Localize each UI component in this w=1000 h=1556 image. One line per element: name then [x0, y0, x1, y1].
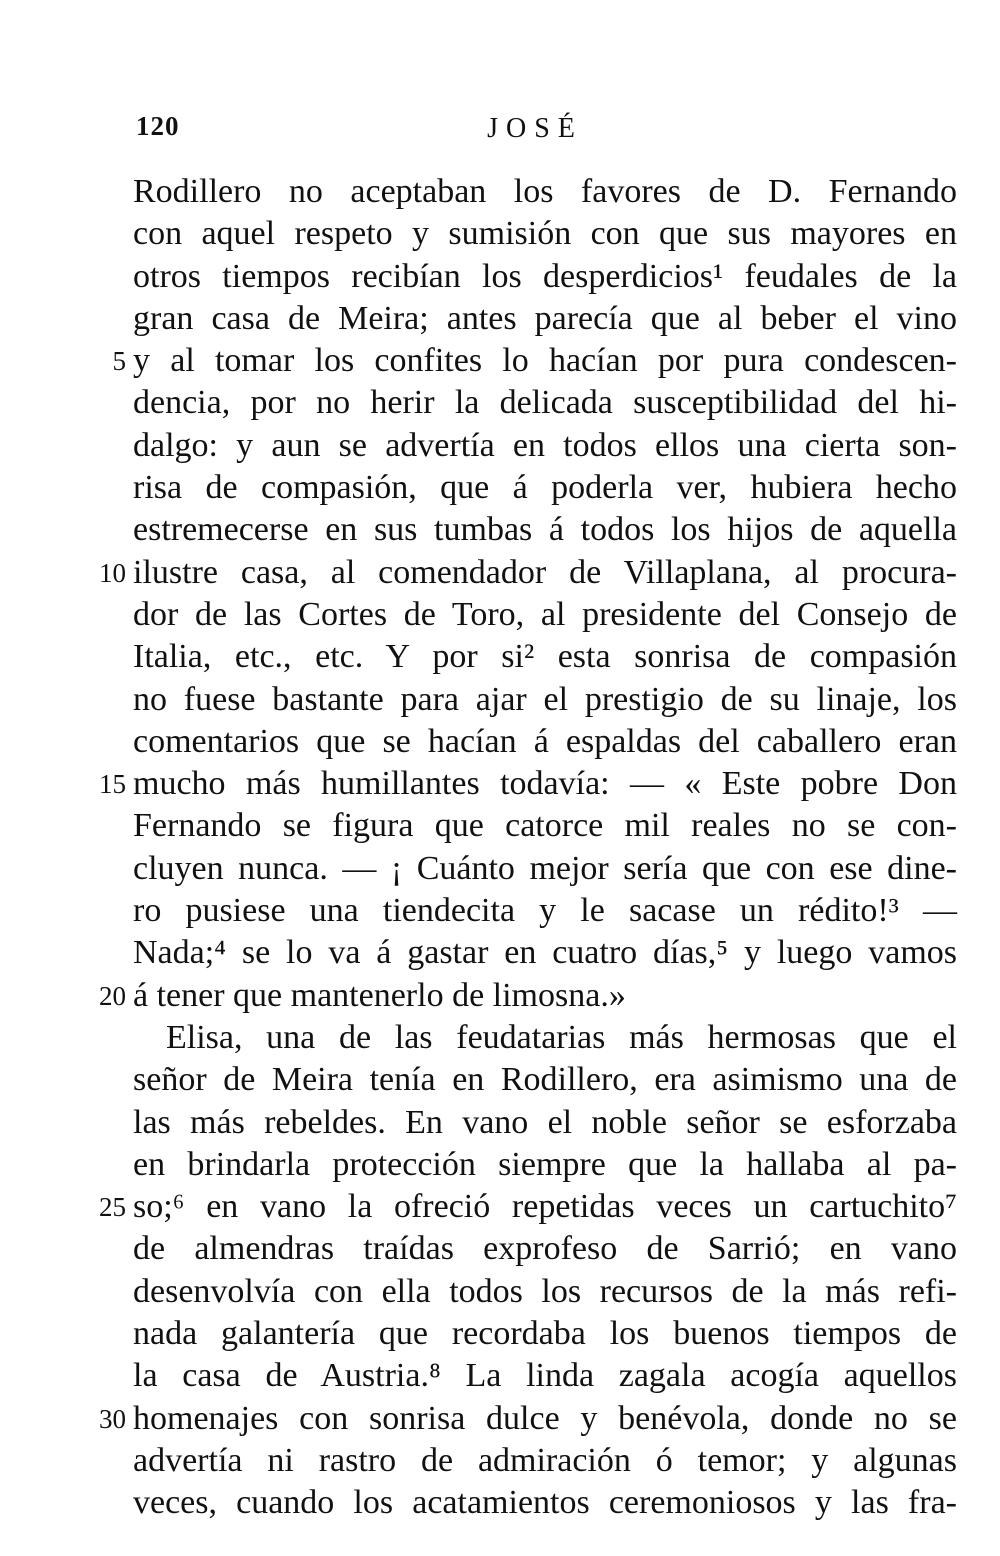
- text-line: [133, 1355, 957, 1397]
- line-text: á tener que mantenerlo de limosna.»: [133, 976, 626, 1014]
- page-number: 120: [136, 111, 180, 141]
- text-line: [133, 1228, 957, 1270]
- line-text: Italia, etc., etc. Y por si² esta sonrisa de compasión: [133, 638, 957, 676]
- line-text: señor de Meira tenía en Rodillero, era asimismo una de: [133, 1061, 957, 1099]
- text-line: [133, 1144, 957, 1186]
- line-text: advertía ni rastro de admiración ó temor; y algunas: [133, 1441, 957, 1479]
- line-text: mucho más humillantes todavía: — « Este pobre Don: [133, 765, 957, 803]
- line-text: Elisa, una de las feudatarias más hermosas que el: [166, 1018, 957, 1056]
- line-text: dor de las Cortes de Toro, al presidente del Consejo de: [133, 595, 957, 633]
- text-line: [133, 213, 957, 255]
- line-number: 5: [112, 346, 126, 377]
- line-text: ilustre casa, al comendador de Villaplana, al procura-: [133, 553, 957, 591]
- line-text: ro pusiese una tiendecita y le sacase un rédito!³ —: [133, 892, 957, 930]
- text-line: [99, 1398, 957, 1440]
- line-text: estremecerse en sus tumbas á todos los hijos de aquella: [133, 511, 957, 549]
- line-text: Nada;⁴ se lo va á gastar en cuatro días,⁵ y luego vamos: [133, 934, 957, 972]
- text-line: [133, 848, 957, 890]
- text-line: [133, 382, 957, 424]
- text-line: [133, 932, 957, 974]
- line-text: Rodillero no aceptaban los favores de D. Fernando: [133, 173, 957, 210]
- text-line: [133, 1102, 957, 1144]
- text-line: [133, 509, 957, 551]
- line-text: homenajes con sonrisa dulce y benévola, donde no se: [133, 1399, 957, 1437]
- text-line: [99, 763, 957, 805]
- text-line: [133, 636, 957, 678]
- line-text: en brindarla protección siempre que la hallaba al pa-: [133, 1145, 957, 1183]
- line-text: comentarios que se hacían á espaldas del caballero eran: [133, 722, 957, 760]
- line-number: 10: [99, 557, 126, 588]
- line-text: las más rebeldes. En vano el noble señor se esforzaba: [133, 1103, 957, 1141]
- line-text: so;⁶ en vano la ofreció repetidas veces un cartuchito⁷: [133, 1188, 957, 1226]
- line-text: dencia, por no herir la delicada susceptibilidad del hi-: [133, 384, 957, 422]
- text-line: [133, 1059, 957, 1101]
- text-line: [133, 1271, 957, 1313]
- text-line: [112, 340, 957, 382]
- text-line: [133, 1313, 957, 1355]
- line-text: nada galantería que recordaba los buenos tiempos de: [133, 1315, 957, 1353]
- text-line: [133, 1440, 957, 1482]
- text-line: [133, 594, 957, 636]
- line-text: Fernando se figura que catorce mil reales no se con-: [133, 807, 957, 845]
- text-line: [133, 1017, 957, 1059]
- line-text: dalgo: y aun se advertía en todos ellos una cierta son-: [133, 426, 957, 464]
- line-text: risa de compasión, que á poderla ver, hubiera hecho: [133, 469, 957, 507]
- text-line: [133, 467, 957, 509]
- line-number: 20: [99, 980, 126, 1011]
- line-text: otros tiempos recibían los desperdicios¹ feudales de la: [133, 257, 957, 295]
- text-line: [99, 975, 957, 1017]
- line-text: veces, cuando los acatamientos ceremoniosos y las fra-: [133, 1484, 957, 1522]
- text-line: [133, 805, 957, 847]
- text-line: [133, 721, 957, 763]
- text-line: [133, 425, 957, 467]
- line-text: la casa de Austria.⁸ La linda zagala acogía aquellos: [133, 1357, 957, 1395]
- text-line: [133, 171, 957, 213]
- line-text: de almendras traídas exprofeso de Sarrió; en vano: [133, 1230, 957, 1268]
- running-head: JOSÉ: [487, 113, 583, 144]
- line-number: 30: [99, 1403, 126, 1434]
- line-text: desenvolvía con ella todos los recursos de la más refi-: [133, 1272, 957, 1310]
- line-text: y al tomar los confites lo hacían por pura condescen-: [133, 342, 957, 380]
- body-text: [99, 171, 957, 1525]
- line-number: 25: [99, 1192, 126, 1223]
- line-text: gran casa de Meira; antes parecía que al beber el vino: [133, 299, 957, 337]
- text-line: [99, 552, 957, 594]
- line-text: no fuese bastante para ajar el prestigio de su linaje, los: [133, 680, 957, 718]
- text-line: [133, 679, 957, 721]
- text-line: [133, 1482, 957, 1524]
- text-line: [133, 256, 957, 298]
- line-number: 15: [99, 769, 126, 800]
- text-line: [99, 1186, 957, 1228]
- text-line: [133, 890, 957, 932]
- line-text: cluyen nunca. — ¡ Cuánto mejor sería que con ese dine-: [133, 849, 957, 887]
- line-text: con aquel respeto y sumisión con que sus mayores en: [133, 215, 957, 253]
- text-line: [133, 298, 957, 340]
